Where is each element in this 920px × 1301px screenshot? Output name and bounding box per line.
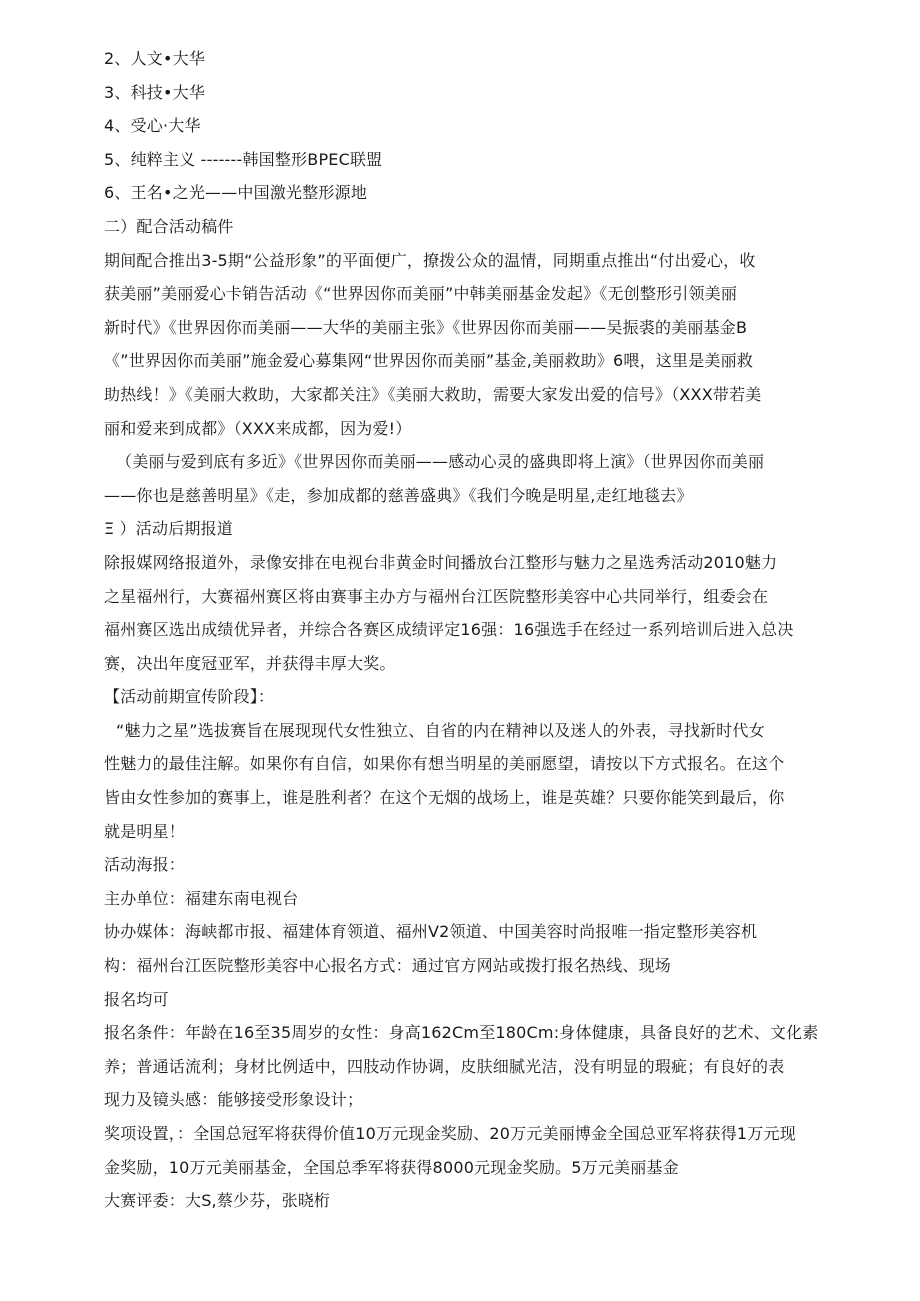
paragraph-line: （美丽与爱到底有多近》《世界因你而美丽——感动心灵的盛典即将上演》（世界因你而美丽 (116, 452, 765, 472)
paragraph-line: 《”世界因你而美丽”施金爱心募集网“世界因你而美丽”基金,美丽救助》6喂，这里是美丽救 (104, 351, 754, 371)
list-item-technology: 3、科技•大华 (104, 82, 206, 102)
paragraph-line: 福州赛区选出成绩优异者，并综合各赛区成绩评定16强：16强选手在经过一系列培训后进入总决 (104, 620, 794, 640)
list-item-love: 4、受心·大华 (104, 116, 201, 136)
field-registration-method: 报名均可 (104, 989, 169, 1009)
label-event-poster: 活动海报： (104, 855, 186, 875)
paragraph-line: 之星福州行，大赛福州赛区将由赛事主办方与福州台江医院整形美容中心共同举行，组委会在 (104, 586, 769, 606)
paragraph-line: ——你也是慈善明星》《走，参加成都的慈善盛典》《我们今晚是明星,走红地毯去》 (104, 485, 693, 505)
section-heading-pre-event-promotion: 【活动前期宣传阶段】： (104, 687, 275, 707)
document-page (104, 42, 820, 1218)
paragraph-line: 金奖励，10万元美丽基金，全国总季军将获得8000元现金奖励。5万元美丽基金 (104, 1157, 679, 1177)
field-co-media: 协办媒体：海峡都市报、福建体育领道、福州V2领道、中国美容时尚报唯一指定整形美容机 (104, 922, 758, 942)
field-awards: 奖项设置，：全国总冠军将获得价值10万元现金奖励、20万元美丽博金全国总亚军将获得1万元现 (104, 1124, 796, 1143)
list-item-light: 6、王名•之光——中国激光整形源地 (104, 183, 368, 203)
paragraph-line: 期间配合推出3-5期“公益形象”的平面便广，撩拨公众的温情，同期重点推出“付出爱心，收 (104, 250, 756, 270)
paragraph-line: 现力及镜头感：能够接受形象设计； (104, 1090, 364, 1110)
section-heading-post-event-reports: Ξ ）活动后期报道 (104, 519, 233, 539)
field-co-media-cont: 构：福州台江医院整形美容中心报名方式：通过官方网站或拨打报名热线、现场 (104, 956, 672, 976)
paragraph-line: 除报媒网络报道外，录像安排在电视台非黄金时间播放台江整形与魅力之星选秀活动2010魅力 (104, 552, 778, 572)
paragraph-line: 皆由女性参加的赛事上，谁是胜利者？在这个无烟的战场上，谁是英雄？只要你能笑到最后，你 (104, 788, 785, 808)
list-item-humanities: 2、人文•大华 (104, 49, 206, 68)
paragraph-line: 助热线！》《美丽大救助，大家都关注》《美丽大救助，需要大家发出爱的信号》（XXX带若美 (104, 384, 762, 404)
paragraph-line: 获美丽”美丽爱心卡销告活动《“世界因你而美丽”中韩美丽基金发起》《无创整形引领美丽 (104, 284, 738, 304)
paragraph-line: “魅力之星”选拔赛旨在展现现代女性独立、自省的内在精神以及迷人的外表，寻找新时代女 (116, 720, 765, 740)
field-registration-conditions: 报名条件：年龄在16至35周岁的女性：身高162Cm至180Cm:身体健康，具备良好的艺术、文化素 (104, 1023, 819, 1043)
field-organizer: 主办单位：福建东南电视台 (104, 888, 299, 908)
field-judges: 大赛评委：大S,蔡少芬，张晓桁 (104, 1191, 331, 1211)
list-item-purism: 5、纯粹主义 -------韩国整形BPEC联盟 (104, 149, 383, 169)
paragraph-line: 就是明星！ (104, 821, 186, 841)
paragraph-line: 性魅力的最佳注解。如果你有自信，如果你有想当明星的美丽愿望，请按以下方式报名。在这个 (104, 754, 785, 774)
paragraph-line: 新时代》《世界因你而美丽——大华的美丽主张》《世界因你而美丽——吴振裘的美丽基金B (104, 317, 748, 337)
paragraph-line: 养；普通话流利；身材比例适中，四肢动作协调，皮肤细腻光洁，没有明显的瑕疵；有良好的表 (104, 1056, 785, 1076)
paragraph-line: 丽和爱来到成都》（XXX来成都，因为爱!） (104, 418, 412, 438)
section-heading-supporting-articles: 二）配合活动稿件 (104, 216, 234, 236)
paragraph-line: 赛，决出年度冠亚军，并获得丰厚大奖。 (104, 653, 396, 673)
